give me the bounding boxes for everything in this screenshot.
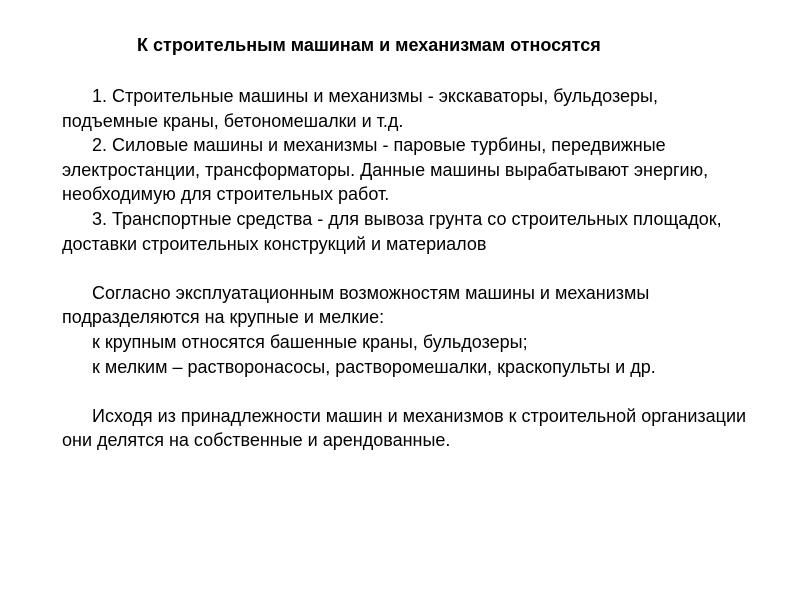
list-item-construction-machines: 1. Строительные машины и механизмы - экскаваторы, бульдозеры, подъемные краны, бетономешалки и т.д. — [62, 86, 658, 131]
paragraph-large-machines: к крупным относятся башенные краны, бульдозеры; — [92, 331, 528, 352]
list-item-power-machines: 2. Силовые машины и механизмы - паровые турбины, передвижные электростанции, трансформаторы. Данные машины вырабатывают энергию, необходимую для строительных работ. — [62, 135, 709, 205]
slide-body — [62, 84, 752, 453]
paragraph-gap — [62, 379, 752, 404]
paragraph-gap — [62, 256, 752, 281]
paragraph-small-machines: к мелким – растворонасосы, растворомешалки, краскопульты и др. — [92, 356, 656, 377]
slide-title: К строительным машинам и механизмам относятся — [137, 35, 601, 55]
list-item-transport-vehicles: 3. Транспортные средства - для вывоза грунта со строительных площадок, доставки строительных конструкций и материалов — [62, 208, 722, 254]
paragraph-ownership: Исходя из принадлежности машин и механизмов к строительной организации они делятся на собственные и арендованные. — [62, 405, 747, 451]
paragraph-classification: Согласно эксплуатационным возможностям машины и механизмы подразделяются на крупные и мелкие: — [62, 282, 650, 328]
